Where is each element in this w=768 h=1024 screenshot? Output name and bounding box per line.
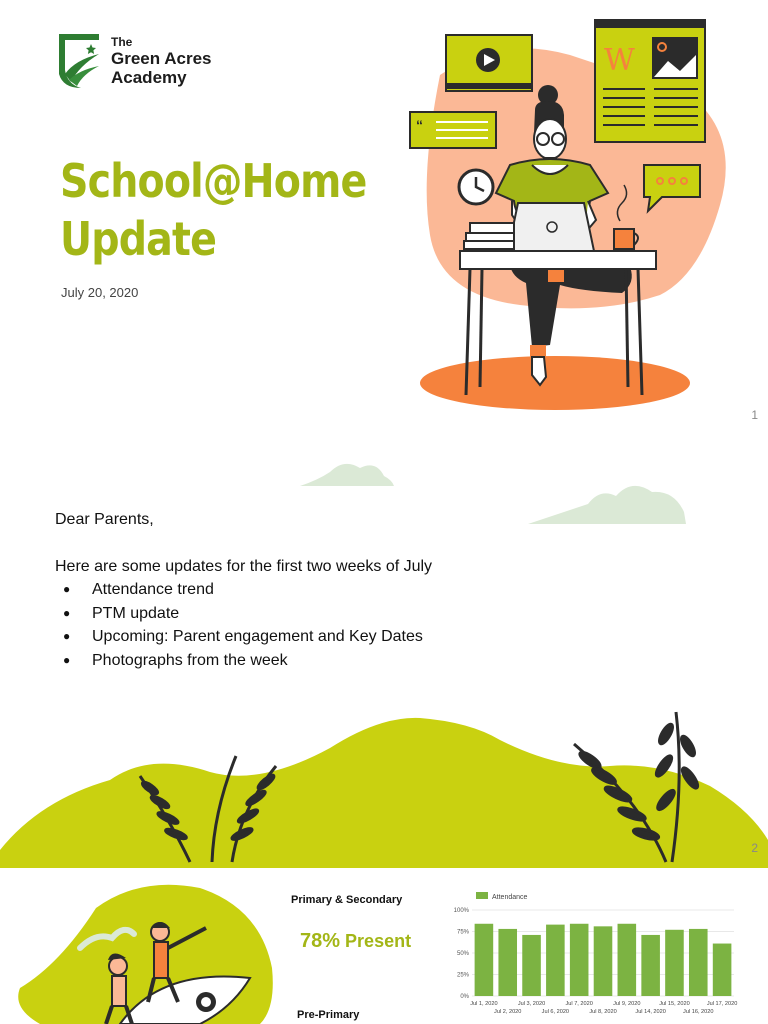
video-player-icon bbox=[446, 35, 532, 91]
logo-line-green-acres: Green Acres bbox=[111, 48, 212, 68]
x-tick-label: Jul 3, 2020 bbox=[517, 1001, 546, 1007]
title-line-2: Update bbox=[60, 212, 217, 266]
attendance-bar-chart bbox=[444, 886, 744, 1024]
attendance-present-stat bbox=[300, 930, 411, 953]
present-label: Present bbox=[345, 931, 412, 951]
svg-text:W: W bbox=[604, 43, 635, 78]
y-tick-label: 0% bbox=[460, 994, 469, 1000]
greeting: Dear Parents, bbox=[55, 511, 154, 528]
slide-letter bbox=[0, 430, 768, 868]
work-from-home-illustration bbox=[400, 15, 730, 415]
update-list bbox=[55, 578, 432, 672]
svg-text:“: “ bbox=[416, 117, 423, 133]
academy-emblem-icon bbox=[55, 30, 103, 92]
bar bbox=[475, 924, 494, 996]
x-tick-label: Jul 9, 2020 bbox=[613, 1001, 641, 1007]
cloud-decoration bbox=[298, 458, 394, 488]
y-tick-label: 50% bbox=[456, 951, 469, 957]
legend-swatch bbox=[476, 892, 488, 899]
bar bbox=[546, 925, 565, 996]
hills-landscape-illustration bbox=[0, 690, 768, 868]
quote-bubble-icon bbox=[410, 112, 496, 148]
article-page-icon bbox=[595, 20, 705, 142]
list-item: ● Upcoming: Parent engagement and Key Dates bbox=[55, 625, 432, 649]
primary-secondary-label: Primary & Secondary bbox=[291, 894, 403, 906]
x-tick-label: Jul 14, 2020 bbox=[635, 1009, 666, 1015]
x-tick-label: Jul 8, 2020 bbox=[589, 1009, 617, 1015]
x-tick-label: Jul 15, 2020 bbox=[659, 1001, 690, 1007]
attendance-percentage: 78% bbox=[300, 930, 341, 952]
pre-primary-label: Pre-Primary bbox=[297, 1009, 360, 1021]
bar bbox=[498, 929, 517, 996]
bar bbox=[665, 930, 684, 996]
x-tick-label: Jul 16, 2020 bbox=[683, 1009, 714, 1015]
publish-date: July 20, 2020 bbox=[61, 285, 139, 300]
bar bbox=[713, 944, 732, 996]
legend-label: Attendance bbox=[492, 894, 528, 901]
x-tick-label: Jul 2, 2020 bbox=[494, 1009, 522, 1015]
intro-text: Here are some updates for the first two weeks of July bbox=[55, 557, 433, 575]
logo-wordmark bbox=[111, 36, 211, 87]
books-stack-icon bbox=[464, 223, 514, 249]
laptop-icon bbox=[508, 203, 594, 251]
logo-line-academy: Academy bbox=[111, 67, 187, 87]
list-item: ● Attendance trend bbox=[55, 578, 432, 602]
bar bbox=[689, 929, 708, 996]
x-tick-label: Jul 17, 2020 bbox=[706, 1001, 738, 1007]
bar bbox=[641, 935, 660, 996]
x-tick-label: Jul 7, 2020 bbox=[565, 1001, 593, 1007]
parent-letter bbox=[55, 508, 432, 672]
slide-cover bbox=[0, 0, 768, 430]
school-logo bbox=[55, 30, 211, 92]
title-line-1: School@Home bbox=[60, 154, 367, 208]
clock-icon bbox=[459, 170, 493, 204]
y-tick-label: 75% bbox=[456, 929, 469, 936]
bar bbox=[594, 926, 613, 996]
x-tick-label: Jul 6, 2020 bbox=[541, 1009, 570, 1015]
y-tick-label: 25% bbox=[456, 972, 469, 979]
bar bbox=[570, 924, 589, 996]
x-tick-label: Jul 1, 2020 bbox=[470, 1001, 498, 1007]
slide-attendance bbox=[0, 868, 768, 1024]
rocket-launch-illustration bbox=[0, 868, 290, 1024]
page-number: 2 bbox=[751, 841, 758, 855]
y-tick-label: 100% bbox=[453, 908, 469, 914]
list-item: ● Photographs from the week bbox=[55, 649, 432, 673]
page-title bbox=[60, 152, 366, 268]
list-item: ● PTM update bbox=[55, 602, 432, 626]
bar bbox=[618, 924, 637, 996]
logo-line-the: The bbox=[111, 34, 133, 49]
bar bbox=[522, 935, 541, 996]
page-number: 1 bbox=[751, 408, 758, 422]
cloud-decoration bbox=[528, 478, 688, 524]
